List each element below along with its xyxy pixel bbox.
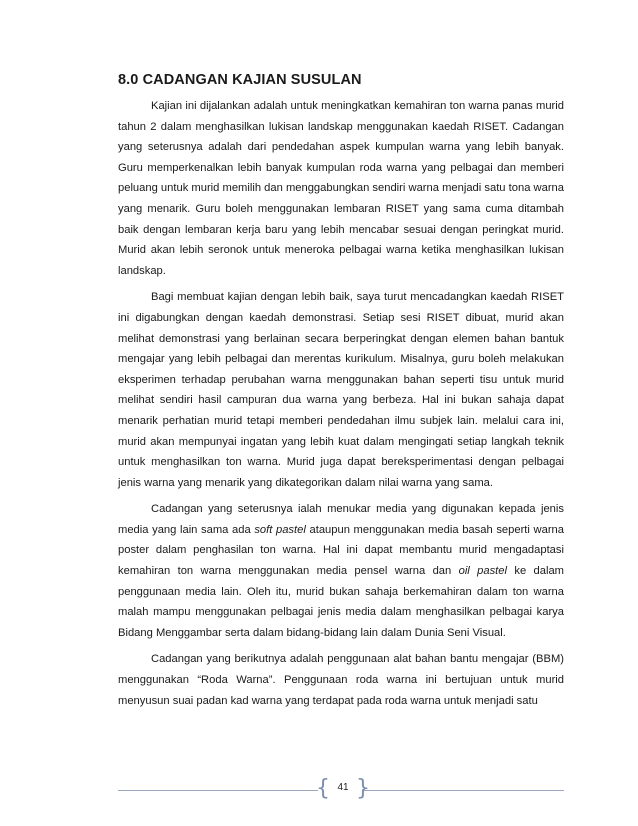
paragraph-4: Cadangan yang berikutnya adalah penggunaan alat bahan bantu mengajar (BBM) menggunakan “Roda Warna”. Penggunaan roda warna ini bertujuan untuk murid menyusun suai padan kad warna yang terdapat pada roda warna untuk menjadi satu xyxy=(118,653,564,707)
paragraph-3-italic-oil-pastel: oil pastel xyxy=(458,565,507,578)
paragraph-3-part-1: Cadangan yang seterusnya ialah menukar media yang digunakan kepada jenis media yang lain sama ada xyxy=(118,503,564,536)
footer-rule-right xyxy=(364,790,564,791)
section-heading: 8.0 CADANGAN KAJIAN SUSULAN xyxy=(118,72,362,88)
paragraph-3-part-2: ataupun menggunakan media basah seperti warna poster dalam penghasilan ton warna. Hal ini dapat membantu murid mengadaptasi kemahiran ton warna menggunakan media pensel warna dan xyxy=(118,523,564,578)
paragraph-2: Bagi membuat kajian dengan lebih baik, saya turut mencadangkan kaedah RISET ini digabungkan dengan kaedah demonstrasi. Setiap sesi RISET dibuat, murid akan melihat demonstrasi yang berlainan secara berperingkat dengan elemen bahan bantuk mengajar yang lebih pelbagai dan merentas kurikulum. Misalnya, guru boleh melakukan eksperimen terhadap perubahan warna menggunakan bahan seperti tisu untuk murid melihat sendiri hasil campuran dua warna yang berbeza. Hal ini bukan sahaja dapat menarik perhatian murid tetapi memberi pendedahan ilmu subjek lain. melalui cara ini, murid akan mempunyai ingatan yang lebih kuat dalam mengingati setiap langkah teknik untuk menghasilkan ton warna. Murid juga dapat bereksperimentasi dengan pelbagai jenis warna yang menarik yang dikategorikan dalam nilai warna yang sama. xyxy=(118,291,564,489)
paragraph-1: Kajian ini dijalankan adalah untuk meningkatkan kemahiran ton warna panas murid tahun 2 dalam menghasilkan lukisan landskap menggunakan kaedah RISET. Cadangan yang seterusnya adalah dari pendedahan aspek kumpulan warna yang lebih banyak. Guru memperkenalkan lebih banyak kumpulan roda warna yang pelbagai dan memberi peluang untuk murid memilih dan menggabungkan sendiri warna menjadi satu tona warna yang menarik. Guru boleh menggunakan lembaran RISET yang sama cuma ditambah baik dengan lembaran kerja baru yang lebih mencabar sesuai dengan peringkat murid. Murid akan lebih seronok untuk meneroka pelbagai warna ketika menghasilkan lukisan landskap. xyxy=(118,100,564,277)
page-number: 41 xyxy=(337,782,349,793)
footer-rule-left xyxy=(118,790,318,791)
footer-bracket-left-icon: { xyxy=(316,776,330,801)
paragraph-3-italic-soft-pastel: soft pastel xyxy=(254,523,306,536)
paragraph-3 xyxy=(118,499,564,643)
paragraph-3-part-3: ke dalam penggunaan media lain. Oleh itu, murid bukan sahaja berkemahiran dalam ton warna malah mampu menggunakan pelbagai jenis media dalam menghasilkan pelbagai karya Bidang Menggambar serta dalam bidang-bidang lain dalam Dunia Seni Visual. xyxy=(118,565,564,639)
footer-bracket-right-icon: } xyxy=(356,776,370,801)
body-text xyxy=(118,96,564,717)
page-footer xyxy=(118,776,564,804)
